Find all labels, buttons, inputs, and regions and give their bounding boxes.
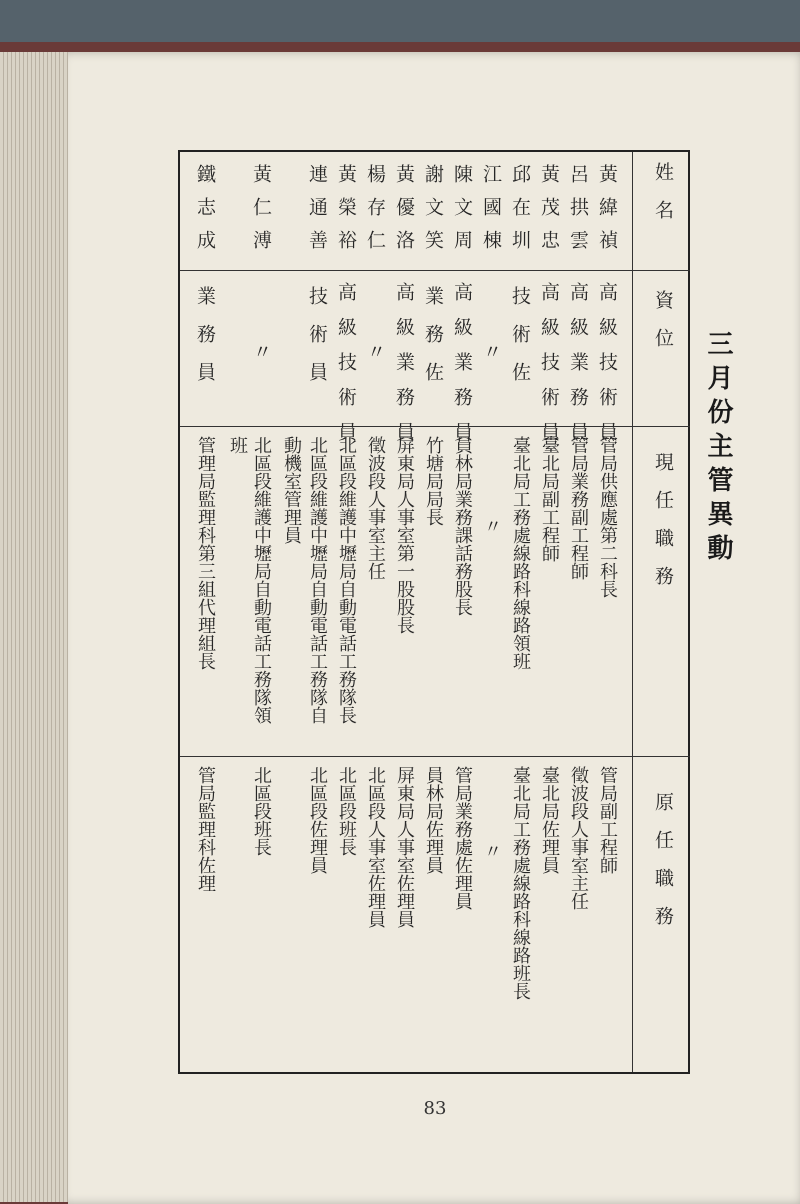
row-4-rank: 技 術 佐 (509, 286, 531, 381)
row-1-current: 管局供應處第二科長 (597, 436, 618, 598)
header-divider (632, 152, 633, 1072)
row-11-current-line-1: 北區段維護中壢局自動電話工務隊自 (307, 436, 328, 724)
row-6-current: 員林局業務課話務股長 (452, 436, 473, 616)
row-2-current: 管局業務副工程師 (568, 436, 589, 580)
name-rank-divider (180, 270, 632, 271)
row-9-name: 楊存仁 (364, 164, 386, 263)
row-9-rank: 〃 (364, 342, 386, 377)
row-2-previous: 徵波段人事室主任 (568, 766, 589, 910)
row-7-current: 竹塘局局長 (423, 436, 444, 526)
row-10-rank: 高級技術員 (335, 282, 357, 457)
row-5-previous: 〃 (481, 842, 502, 860)
row-13-rank: 業 務 員 (194, 286, 216, 381)
row-13-current: 管理局監理科第三組代理組長 (195, 436, 216, 670)
row-8-current: 屏東局人事室第一股股長 (394, 436, 415, 634)
row-7-previous: 員林局佐理員 (423, 766, 444, 874)
row-11-previous: 北區段佐理員 (307, 766, 328, 874)
row-6-name: 陳文周 (451, 164, 473, 263)
row-3-name: 黃茂忠 (538, 164, 560, 263)
row-1-rank: 高級技術員 (596, 282, 618, 457)
section-title: 三月份主管異動 (703, 330, 733, 568)
row-12-rank: 〃 (250, 342, 272, 377)
row-4-previous: 臺北局工務處線路科線路班長 (510, 766, 531, 1000)
row-13-name: 鐵志成 (194, 164, 216, 263)
row-3-current: 臺北局副工程師 (539, 436, 560, 562)
row-9-previous: 北區段人事室佐理員 (365, 766, 386, 928)
row-3-previous: 臺北局佐理員 (539, 766, 560, 874)
row-5-rank: 〃 (480, 342, 502, 377)
row-8-previous: 屏東局人事室佐理員 (394, 766, 415, 928)
row-12-name: 黃仁溥 (250, 164, 272, 263)
row-7-rank: 業 務 佐 (422, 286, 444, 381)
row-2-rank: 高級業務員 (567, 282, 589, 457)
header-rank: 資 位 (652, 290, 674, 347)
row-3-rank: 高級技術員 (538, 282, 560, 457)
row-5-current: 〃 (481, 517, 502, 535)
row-9-current: 徵波段人事室主任 (365, 436, 386, 580)
personnel-table (178, 150, 690, 1074)
row-1-name: 黃緯禎 (596, 164, 618, 263)
row-6-rank: 高級業務員 (451, 282, 473, 457)
row-13-previous: 管局監理科佐理 (195, 766, 216, 892)
row-5-name: 江國棟 (480, 164, 502, 263)
row-6-previous: 管局業務處佐理員 (452, 766, 473, 910)
row-11-rank: 技 術 員 (306, 286, 328, 381)
row-12-current-line-1: 北區段維護中壢局自動電話工務隊領 (251, 436, 272, 724)
header-divider-3 (632, 756, 690, 757)
row-10-previous: 北區段班長 (336, 766, 357, 856)
row-7-name: 謝文笑 (422, 164, 444, 263)
header-current-post: 現 任 職 務 (652, 452, 674, 585)
row-11-name: 連通善 (306, 164, 328, 263)
header-divider-2 (632, 426, 690, 427)
row-8-rank: 高級業務員 (393, 282, 415, 457)
row-12-current-line-2: 班 (227, 436, 248, 454)
row-4-name: 邱在圳 (509, 164, 531, 263)
row-1-previous: 管局副工程師 (597, 766, 618, 874)
row-12-previous: 北區段班長 (251, 766, 272, 856)
row-10-current: 北區段維護中壢局自動電話工務隊長 (336, 436, 357, 724)
row-10-name: 黃榮裕 (335, 164, 357, 263)
header-previous-post: 原 任 職 務 (652, 792, 674, 925)
row-4-current: 臺北局工務處線路科線路領班 (510, 436, 531, 670)
page-number: 83 (423, 1098, 447, 1119)
header-divider-1 (632, 270, 690, 271)
current-previous-divider (180, 756, 632, 757)
row-11-current-line-2: 動機室管理員 (281, 436, 302, 544)
row-8-name: 黃優洛 (393, 164, 415, 263)
row-2-name: 呂拱雲 (567, 164, 589, 263)
header-name: 姓 名 (652, 162, 674, 219)
